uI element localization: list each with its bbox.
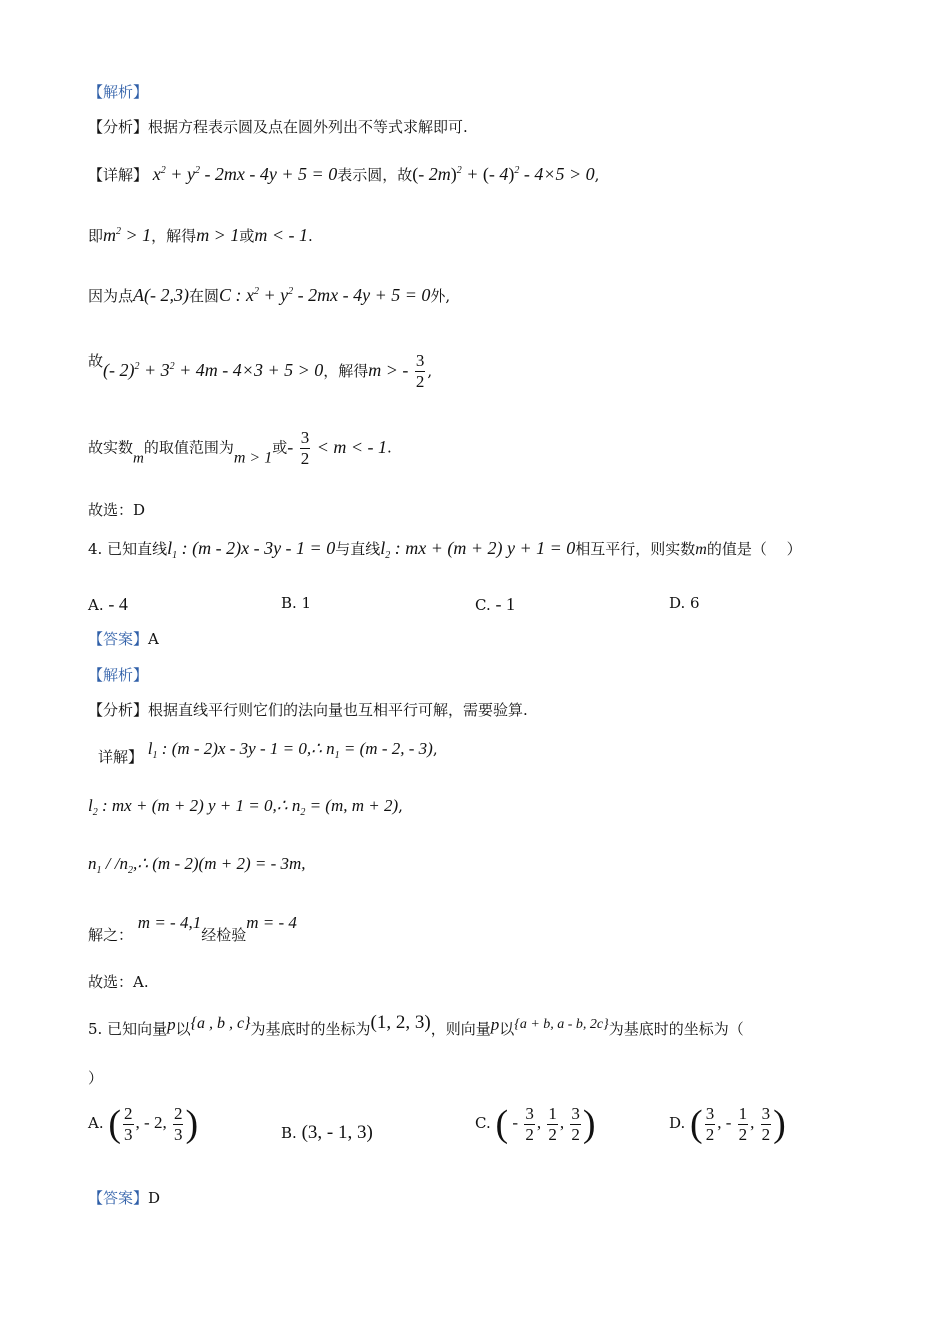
q4-solutions: m = - 4,1 (137, 913, 202, 932)
q5-option-b: B. (3, - 1, 3) (281, 1122, 373, 1143)
detail-line-5: 故实数m的取值范围为m > 1或- $\frac{3}{2}$ < m < - 1. (88, 428, 392, 468)
q4-option-b-label: B. 1 (281, 594, 312, 612)
q5-stem-g: ） (88, 1069, 104, 1087)
q4-option-c: C. - 1 (475, 594, 515, 614)
analysis-line (88, 116, 468, 138)
q4-option-a: A. - 4 (88, 594, 128, 614)
var-m: m (133, 450, 144, 467)
q5-option-d: D. ( $\frac{3}{2}$ , - $\frac{1}{2}$ , $\frac{3}{2}$ ) (669, 1103, 786, 1145)
jiexi-tag: 【解析】 (88, 83, 149, 101)
q4-analysis-text: 根据直线平行则它们的法向量也互相平行可解，需要验算. (148, 701, 528, 719)
q5-option-b-label: B. (281, 1124, 297, 1142)
q4-choose-text: 故选：A. (88, 973, 149, 991)
discriminant-inequality: (- 2m)$^2$ + (- 4)$^2$ - 4×5 > 0 (412, 164, 595, 184)
q4-analysis (88, 699, 528, 721)
basis-new: {a + b, a - b, 2c} (514, 1017, 609, 1032)
range-interval: - $\frac{3}{2}$ < m < - 1 (287, 428, 388, 468)
q5-stem (88, 1012, 744, 1040)
q4-stem-d: 的值是（ ） (706, 540, 802, 558)
text-jiede: ，解得 (151, 227, 197, 245)
q4-n1: $l_1$ : (m - 2)x - 3y - 1 = 0,∴ $n_1 = (m - 2$, - 3) (147, 739, 433, 761)
q4-stem-a: 4. 已知直线 (88, 540, 168, 558)
var-m-q4: m (695, 541, 707, 558)
q5-answer-tag: 【答案】 (88, 1189, 149, 1207)
q5-stem-a: 5. 已知向量 (88, 1020, 168, 1038)
q4-detail-2: $l_2$ : mx + (m + 2) y + 1 = 0,∴ $n_2 = (m$, m + 2), (88, 796, 403, 818)
q5-stem-e: 以 (499, 1020, 515, 1038)
vector-p-2: p (490, 1015, 500, 1034)
vector-p: p (167, 1015, 176, 1034)
q5-option-c: C. ( - $\frac{3}{2}$ , $\frac{1}{2}$ , $\frac{3}{2}$ ) (475, 1103, 596, 1145)
choose-line-s1 (88, 499, 145, 521)
q5-option-a: A. ( $\frac{2}{3}$ , - 2, $\frac{2}{3}$ ) (88, 1103, 199, 1145)
text-ji: 即 (88, 227, 104, 245)
q5-stem-b: 以 (175, 1020, 191, 1038)
line-l1: $l_1$ : (m - 2)x - 3y - 1 = 0 (167, 538, 336, 561)
jiexi-header (88, 81, 148, 103)
text-range: 故实数 (88, 438, 134, 457)
q5-answer-value: D (148, 1189, 161, 1207)
range-m-gt-1: m > 1 (233, 449, 273, 467)
q4-option-a-label: A. (88, 596, 104, 614)
q4-choose (88, 971, 149, 993)
point-a: A(- 2,3) (133, 285, 189, 305)
q5-stem-d: ，则向量 (430, 1020, 491, 1038)
text-jiede2: ，解得 (323, 362, 369, 380)
detail-line-4: 故(- $2)^2 + 3^2 + 4m - 4\times 3 + 5 > 0$，解得m > - $\frac{3}{2}$ , (88, 351, 433, 392)
q4-jiexi (88, 664, 148, 686)
q5-stem-f: 为基底时的坐标为（ (608, 1020, 744, 1038)
q5-stem-close (88, 1067, 103, 1089)
q5-option-c-label: C. (475, 1113, 491, 1132)
detail-line-3 (88, 281, 450, 307)
circle-equation: $x^2 + y^2 - 2mx - 4y + 5 = 0$ (152, 164, 338, 184)
q4-verified: m = - 4 (246, 913, 297, 932)
circle-c-equation: C : $x^2 + y^2 - 2mx - 4y + 5 = 0$ (219, 285, 431, 305)
q5-stem-c: 为基底时的坐标为 (250, 1020, 371, 1038)
q4-option-d (669, 594, 700, 612)
q4-option-b (281, 594, 311, 612)
text-range2: 的取值范围为 (143, 438, 234, 457)
line-l2: $l_2$ : mx + (m + 2) y + 1 = 0 (380, 538, 576, 561)
q4-parallel: $n_1$ / $/n_2,\therefore$ (m - 2)(m + 2) = - 3m, (88, 854, 306, 876)
s1-choose: 故选：D (88, 501, 146, 519)
q4-fenxi-tag: 【分析】 (88, 701, 149, 719)
text-wai: 外, (430, 287, 451, 305)
q4-option-c-label: C. (475, 596, 491, 614)
q5-option-a-label: A. (88, 1113, 104, 1132)
q4-detail-1: 详解】 $l_1$ : (m - 2)x - 3y - 1 = 0,∴ $n_1 = (m - 2$, - 3), (98, 739, 438, 766)
detail-line-1: 【详解】 $x^2 + y^2 - 2mx - 4y + 5 = 0$表示圆，故(- 2m)$^2$ + (- 4)$^2$ - 4×5 > 0, (88, 164, 600, 184)
xiangjie-tag: 【详解】 (88, 166, 149, 184)
q4-jianyan: 经检验 (201, 926, 247, 944)
q4-answer (88, 628, 159, 650)
q4-jiezhi: 解之： (88, 926, 134, 944)
basis-abc: {a , b , c} (190, 1015, 251, 1032)
q4-answer-tag: 【答案】 (88, 630, 149, 648)
q5-answer (88, 1187, 160, 1209)
m-gt-neg-three-halves: m > - $\frac{3}{2}$ (368, 351, 425, 392)
m-gt-1: m > 1 (196, 225, 240, 245)
text-zaiyuan: 在圆 (189, 287, 220, 305)
text-huo2: 或 (272, 438, 288, 457)
q4-jiexi-tag: 【解析】 (88, 666, 149, 684)
analysis-text: 根据方程表示圆及点在圆外列出不等式求解即可. (148, 118, 468, 136)
q4-xiangjie-tag: 详解】 (98, 748, 144, 766)
detail-line-2: 即$m^2 > 1$，解得m > 1或m < - 1. (88, 225, 313, 245)
q5-option-d-label: D. (669, 1113, 686, 1132)
text-huo: 或 (239, 227, 255, 245)
coord-123: (1, 2, 3) (370, 1012, 431, 1033)
q4-detail-4 (88, 912, 297, 946)
fenxi-tag: 【分析】 (88, 118, 149, 136)
text-biaoshiyuan: 表示圆，故 (337, 166, 413, 184)
m-squared-gt-1: $m^2 > 1$ (103, 225, 152, 245)
q4-stem-c: 相互平行，则实数 (575, 540, 696, 558)
text-gu: 故 (88, 352, 104, 370)
q4-answer-value: A (148, 630, 159, 648)
m-lt-neg1: m < - 1 (254, 225, 308, 245)
q4-stem-b: 与直线 (335, 540, 381, 558)
point-outside-inequality: (- $2)^2 + 3^2 + 4m - 4\times 3 + 5 > 0$ (103, 360, 324, 380)
q4-option-d-label: D. 6 (669, 594, 700, 612)
q4-stem (88, 537, 802, 567)
text-yinwei: 因为点 (88, 287, 134, 305)
q4-detail-3 (88, 853, 306, 882)
q4-n2: $l_2$ : mx + (m + 2) y + 1 = 0,∴ $n_2 = (m$, m + 2) (88, 796, 399, 818)
